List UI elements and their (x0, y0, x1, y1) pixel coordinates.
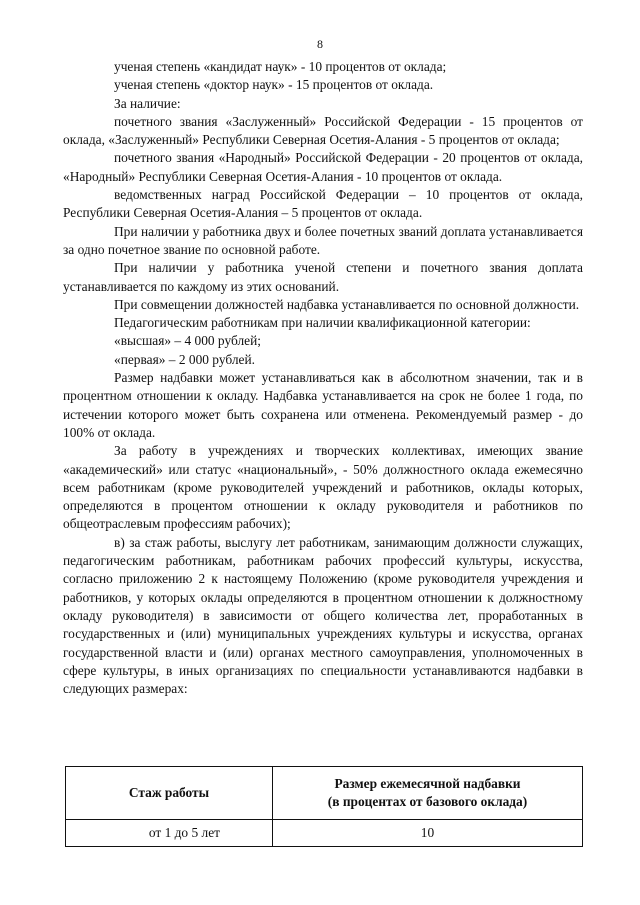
paragraph: Размер надбавки может устанавливаться как в абсолютном значении, так и в процентном отношении к окладу. Надбавка устанавливается на срок не более 1 года, по истечении которого может быть сохранена или отменена. Рекомендуемый размер - до 100% от оклада. (63, 370, 583, 440)
paragraph: «высшая» – 4 000 рублей; (114, 333, 261, 349)
paragraph: При наличии у работника двух и более почетных званий доплата устанавливается за одно почетное звание по основной работе. (63, 223, 583, 257)
paragraph: ученая степень «доктор наук» - 15 процентов от оклада. (114, 77, 434, 93)
paragraph: За наличие: (114, 95, 181, 111)
paragraph: почетного звания «Заслуженный» Российской Федерации - 15 процентов от оклада, «Заслуженный» Республики Северная Осетия-Алания - 5 процентов от оклада; (63, 113, 583, 148)
cell-percent: 10 (273, 820, 583, 847)
header-experience: Стаж работы (66, 767, 273, 820)
paragraph: ученая степень «кандидат наук» - 10 процентов от оклада; (114, 59, 447, 74)
table-header-row (66, 767, 583, 820)
paragraph: «первая» – 2 000 рублей. (114, 351, 255, 367)
header-allowance-line1: Размер ежемесячной надбавки (334, 776, 521, 791)
header-allowance-line2: (в процентах от базового оклада) (327, 794, 528, 809)
paragraph: За работу в учреждениях и творческих коллективах, имеющих звание «академический» или статус «национальный», - 50% должностного оклада ежемесячно всем работникам (кроме руководителей учреждений и работников, оклады которых, определяются в процентом отношении к окладу руководителя и работников по общеотраслевым профессиям рабочих); (63, 443, 583, 532)
header-allowance (273, 767, 583, 820)
paragraph: ведомственных наград Российской Федерации – 10 процентов от оклада, Республики Северная Осетия-Алания – 5 процентов от оклада. (63, 187, 583, 221)
page-number: 8 (317, 37, 323, 51)
cell-experience: от 1 до 5 лет (66, 820, 273, 847)
document-body (63, 58, 583, 698)
paragraph: Педагогическим работникам при наличии квалификационной категории: (114, 315, 531, 331)
paragraph: в) за стаж работы, выслугу лет работникам, занимающим должности служащих, педагогическим работникам, работникам рабочих профессий культуры, искусства, согласно приложению 2 к настоящему Положению (кроме руководителя учреждения и работников, у которых оклады определяются в процентном отношении к должностному окладу руководителя) в зависимости от общего количества лет, проработанных в государственных и (или) муниципальных учреждениях культуры и искусства, органах государственной власти и (или) органах местного самоуправления, уполномоченных в сфере культуры, в иных организациях по специальности устанавливаются надбавки в следующих размерах: (63, 534, 583, 697)
paragraph: При совмещении должностей надбавка устанавливается по основной должности. (114, 296, 580, 312)
table-row (66, 820, 583, 847)
paragraph: При наличии у работника ученой степени и почетного звания доплата устанавливается по каждому из этих оснований. (63, 260, 583, 294)
paragraph: почетного звания «Народный» Российской Федерации - 20 процентов от оклада, «Народный» Республики Северная Осетия-Алания - 10 процентов от оклада. (63, 150, 583, 184)
allowance-table (65, 766, 583, 847)
